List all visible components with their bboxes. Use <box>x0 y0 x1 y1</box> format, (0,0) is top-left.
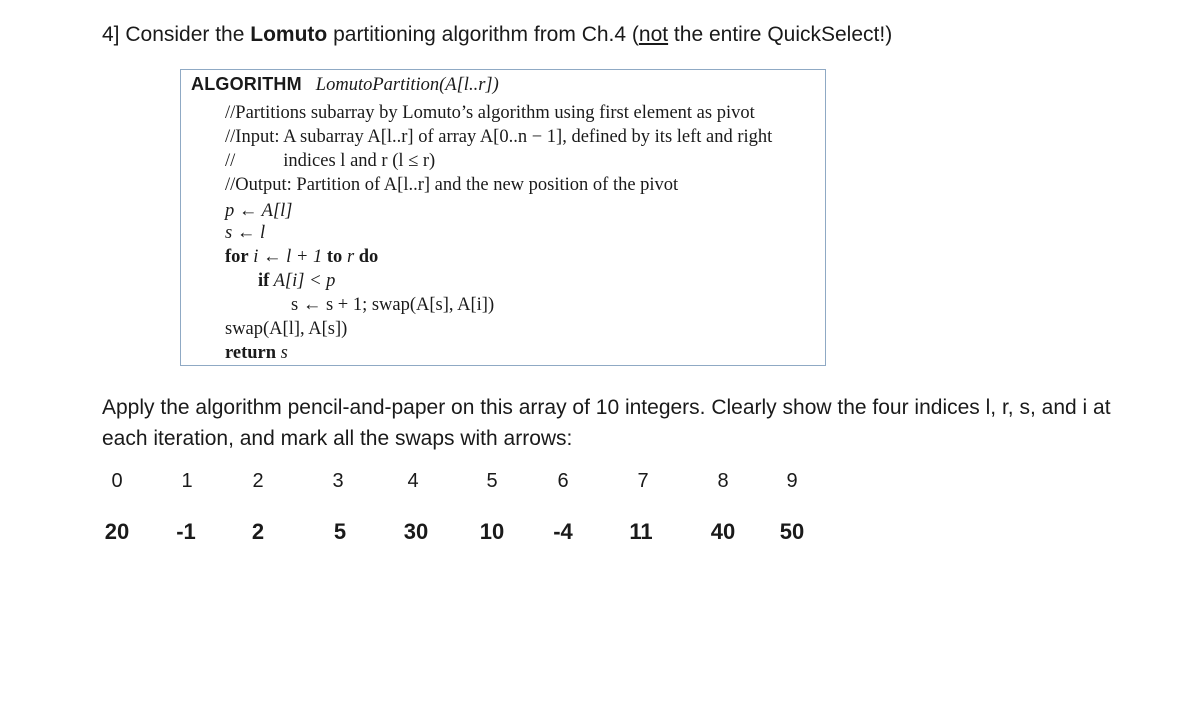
to-keyword: to <box>326 247 343 267</box>
algorithm-swap-line: swap(A[l], A[s]) <box>225 319 348 339</box>
question-middle: partitioning algorithm from Ch.4 ( <box>327 23 639 46</box>
algorithm-comment-3 <box>225 150 435 172</box>
algorithm-keyword: ALGORITHM <box>191 74 302 94</box>
array-value: -4 <box>553 519 573 544</box>
array-value: 2 <box>251 519 265 544</box>
array-value: -1 <box>176 519 196 544</box>
instructions-text: Apply the algorithm pencil-and-paper on this array of 10 integers. Clearly show the four indices l, r, s, and i at each iteration, and mark all the swaps with arrows: <box>102 396 1111 450</box>
array-value: 40 <box>710 519 736 544</box>
array-index: 4 <box>407 470 419 492</box>
array-index: 7 <box>637 470 649 492</box>
array-value: 10 <box>479 519 505 544</box>
array-index: 5 <box>486 470 498 492</box>
question-suffix: the entire QuickSelect!) <box>668 23 893 46</box>
algorithm-return-line <box>225 342 288 364</box>
if-keyword: if <box>258 271 270 291</box>
algorithm-box <box>180 69 826 366</box>
return-keyword: return <box>225 343 277 363</box>
algorithm-for-line <box>225 246 378 268</box>
for-init: i ← l + 1 <box>248 247 327 267</box>
array-index: 0 <box>111 470 123 492</box>
algorithm-comment-3-text: indices l and r (l ≤ r) <box>283 151 436 171</box>
array-index: 2 <box>252 470 264 492</box>
question-prefix: 4] Consider the <box>102 23 251 46</box>
algorithm-line-s: s ← l <box>225 223 266 243</box>
algorithm-comment-3-slashes: // <box>225 151 236 171</box>
if-condition: A[i] < p <box>269 271 336 291</box>
array-index: 8 <box>717 470 729 492</box>
algorithm-signature: LomutoPartition(A[l..r]) <box>315 75 499 95</box>
for-keyword: for <box>225 247 249 267</box>
array-value: 20 <box>104 519 130 544</box>
return-value: s <box>276 343 288 363</box>
algorithm-inner-line: s ← s + 1; swap(A[s], A[i]) <box>291 295 495 315</box>
array-index: 1 <box>181 470 193 492</box>
array-value: 11 <box>629 519 653 544</box>
array-value: 50 <box>779 519 805 544</box>
algorithm-if-line <box>258 270 335 292</box>
algorithm-comment-4: //Output: Partition of A[l..r] and the new position of the pivot <box>225 175 679 195</box>
question-underlined-word: not <box>638 23 669 46</box>
algorithm-comment-1: //Partitions subarray by Lomuto’s algorithm using first element as pivot <box>225 103 755 123</box>
question-heading <box>102 22 892 48</box>
question-bold-word: Lomuto <box>250 23 328 46</box>
array-index: 9 <box>786 470 798 492</box>
algorithm-comment-2: //Input: A subarray A[l..r] of array A[0..n − 1], defined by its left and right <box>225 127 773 147</box>
array-value: 5 <box>333 519 347 544</box>
array-value: 30 <box>403 519 429 544</box>
for-upper: r <box>342 247 359 267</box>
do-keyword: do <box>358 247 379 267</box>
algorithm-line-p: p ← A[l] <box>225 201 293 221</box>
array-index: 6 <box>557 470 569 492</box>
algorithm-header <box>191 73 499 96</box>
array-index: 3 <box>332 470 344 492</box>
